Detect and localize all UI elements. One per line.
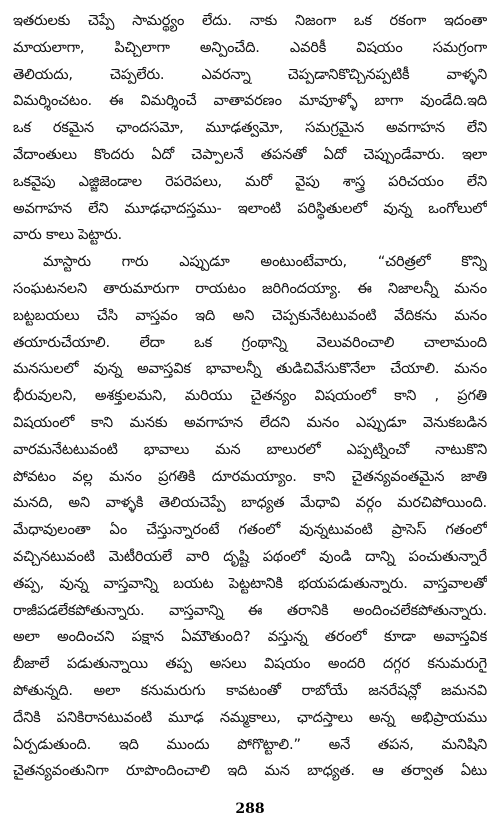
text-line: దేనికి పనికిరానటువంటి మూఢ నమ్మకాలు, ఛాదస్తాలు అన్న అభిప్రాయము: [13, 708, 487, 726]
text-line: వేదాంతులు కొందరు ఏదో చెప్పాలనే తపనతో ఏదో చెప్పుండేవారు. ఇలా: [13, 145, 487, 163]
text-line: వారు కాలు పెట్టారు.: [13, 226, 122, 244]
text-line: సంఘటనలని తారుమారుగా రాయటం జరిగిందయ్యా. ఈ నిజాలన్నీ మనం: [13, 279, 487, 297]
text-line: తప్ప, వున్న వాస్తవాన్ని బయట పెట్టటానికి భయపడుతున్నారు. వాస్తవాలతో: [13, 574, 487, 592]
page-number: 288: [235, 801, 265, 817]
text-line: తయారుచేయాలి. లేదా ఒక గ్రంథాన్ని వెలువరించాలి చాలామంది: [13, 333, 487, 351]
text-line: అలా అందించని పక్షాన ఏమౌతుంది? వస్తున్న తరంలో కూడా అవాస్తవిక: [13, 628, 487, 646]
text-line: మనది, అని వాళ్ళకి తెలియచెప్పే బాధ్యత మేధావి వర్గం మరచిపోయింది.: [13, 494, 487, 512]
text-line: వారమనేటటువంటి భావాలు మన బాలురలో ఎప్పట్నించో నాటుకొని: [13, 440, 487, 458]
text-line: అవగాహన లేని మూఢఛాదస్తము- ఇలాంటి పరిస్థితులలో వున్న ఒంగోలులో: [13, 199, 487, 217]
text-line: రాజీపడలేకపోతున్నారు. వాస్తవాన్ని ఈ తరానికి అందించలేకపోతున్నారు.: [13, 601, 487, 619]
text-line: ఏర్పడుతుంది. ఇది ముందు పోగొట్టాలి.” అనే తపన, మనిషిని: [13, 735, 487, 753]
text-line: తెలియదు, చెప్పలేరు. ఎవరన్నా చెప్పడానికొచ్చినప్పటికీ వాళ్ళని: [13, 65, 487, 83]
text-line: బీజాలే పడుతున్నాయి తప్ప అసలు విషయం అందరి దగ్గర కనుమరుగై: [13, 655, 487, 673]
text-line: ఒకవైపు ఎజ్జిజెండాల రెపరెపలు, మరో వైపు శాస్త్ర పరిచయం లేని: [13, 172, 487, 190]
text-line: మనసులలో వున్న అవాస్తవిక భావాలన్నీ తుడిచివేసుకొనేలా చేయాలి. మనం: [13, 360, 487, 378]
text-line: మాయలాగా, పిచ్చిలాగా అన్పించేది. ఎవరికీ విషయం సమగ్రంగా: [13, 38, 487, 56]
text-line: పోతున్నది. అలా కనుమరుగు కావటంతో రాబోయే జనరేషన్లో జమనవి: [13, 681, 487, 699]
text-line: మాస్టారు గారు ఎప్పుడూ అంటుంటేవారు, “చరిత్రలో కొన్ని: [43, 253, 487, 271]
text-line: ఒక రకమైన ఛాందసమో, మూఢత్వమో, సమగ్రమైన అవగాహన లేని: [13, 119, 487, 137]
text-line: ఇతరులకు చెప్పే సామర్థ్యం లేదు. నాకు నిజంగా ఒక రకంగా ఇదంతా: [13, 12, 487, 29]
text-line: భీరువులని, అశక్తులమని, మరియు చైతన్యం విషయంలో కాని , ప్రగతి: [13, 387, 487, 405]
text-line: బట్టబయలు చేసి వాస్తవం ఇది అని చెప్పకునేటటువంటి వేదికను మనం: [13, 306, 487, 324]
text-line: మేధావులంతా ఏం చేస్తున్నారంటే గతంలో వున్నటువంటి ప్రాసెస్ గతంలో: [13, 521, 487, 539]
document-page: [13, 8, 487, 798]
text-line: విషయంలో కాని మనకు అవగాహన లేదని మనం ఎప్పుడూ వెనుకబడిన: [13, 413, 487, 431]
text-line: వచ్చినటువంటి మెటీరియలే వారి దృష్టి పథంలో వుండి దాన్ని పంచుతున్నారే: [13, 547, 487, 565]
text-line: విమర్శించటం. ఈ విమర్శించే వాతావరణం మావూళ్ళో బాగా వుండేది.ఇది: [13, 92, 487, 110]
text-line: చైతన్యవంతునిగా రూపొందించాలి ఇది మన బాధ్యత. ఆ తర్వాత ఏటు: [13, 762, 487, 780]
text-line: పోవటం వల్ల మనం ప్రగతికి దూరమయ్యాం. కాని చైతన్యవంతమైన జాతి: [13, 467, 487, 485]
